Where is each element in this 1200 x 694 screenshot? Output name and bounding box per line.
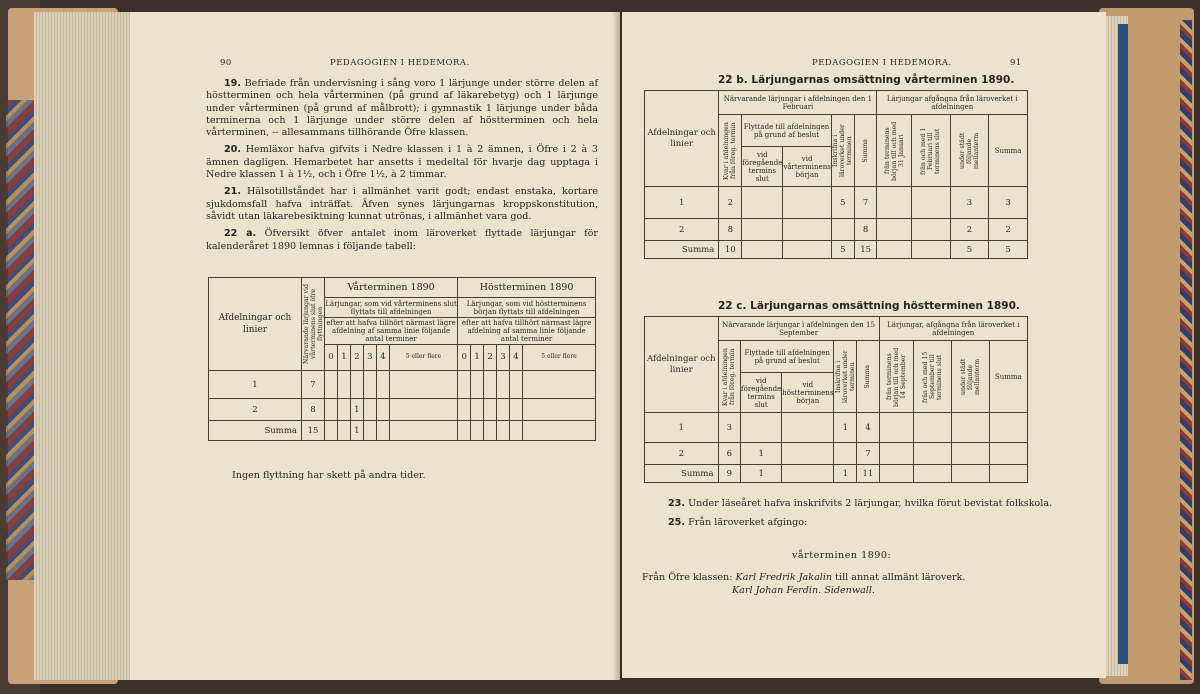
count-header: 1	[471, 344, 484, 370]
table-row: 2 8 1	[209, 399, 596, 421]
ht-subheader: Lärjungar, som vid höstterminens början flyttats till afdelningen	[458, 298, 596, 318]
count-header: 0	[325, 344, 338, 370]
count-header: 3	[497, 344, 510, 370]
page-number: 91	[1010, 58, 1022, 68]
count-header: 5 eller flere	[522, 344, 595, 370]
table-22a	[208, 277, 596, 441]
table-22c: Afdelningar och linier Närvarande lärjungar i afdelningen den 15 September Lärjungar, afgångna från läroverket i afdelningen Kvar i afdelningen från föreg. termin Flyttade till afdelningen på grund af beslut Inskrifna i läroverket under terminen Summa från terminens början till och med 14 September från och med 15 September till terminens slut under stådt följande mellanterm Summa vid föregående termins slut vid höstterminens början 1 3 1 4 2 6 1 7 Summa 9 1 1 11	[644, 316, 1028, 483]
table-row-summa: Summa 15 1	[209, 421, 596, 441]
paragraph-21: 21. Hälsotillståndet har i allmänhet varit godt; endast enstaka, kortare sjukdomsfall hafva inträffat. Äfven synes lärjungarnas kroppskonstitution, såvidt utan läkarebesiktning kunnat utrönas, i allmänhet vara god.	[206, 186, 598, 222]
right-page	[622, 12, 1106, 678]
page-number: 90	[220, 58, 232, 68]
table-22b: Afdelningar och linier Närvarande lärjungar i afdelningen den 1 Februari Lärjungar afgångna från läroverket i afdelningen Kvar i afdelningen från föreg. termin Flyttade till afdelningen på grund af beslut Inskrifna i läroverket under terminen Summa från terminens början till och med 31 Januari från och med 1 Februari till terminens slut under stådt följande mellanterm Summa vid föregående termins slut vid vårterminens början 1 2 5 7 3 3 2 8 8 2 2 Summa 10 5 15 5 5	[644, 90, 1028, 259]
count-header: 5 eller flere	[389, 344, 457, 370]
running-head: PEDAGOGIEN I HEDEMORA.	[812, 58, 952, 68]
left-text-block	[206, 78, 598, 253]
vt-header: Vårterminen 1890	[325, 278, 458, 298]
col-afdelningar: Afdelningar och linier	[209, 278, 302, 371]
running-head: PEDAGOGIEN I HEDEMORA.	[330, 58, 470, 68]
table-row: 2 6 1 7	[645, 443, 1028, 465]
col-narvarande: Närvarande lärjungar vid vårterminens slut öfre flyttningen	[302, 278, 325, 371]
count-header: 0	[458, 344, 471, 370]
count-header: 4	[376, 344, 389, 370]
count-header: 2	[484, 344, 497, 370]
vt-subheader: Lärjungar, som vid vårterminens slut flyttats till afdelningen	[325, 298, 458, 318]
table-row: 2 8 8 2 2	[645, 219, 1028, 241]
departed-line-1: Från Öfre klassen: Karl Fredrik Jakalin till annat allmänt läroverk.	[642, 572, 966, 583]
ht-after: efter att hafva tillhört närmast lägre afdelning af samma linie följande antal terminer	[458, 318, 596, 344]
paragraph-20: 20. Hemläxor hafva gifvits i Nedre klassen i 1 à 2 ämnen, i Öfre i 2 à 3 ämnen dagligen. Hemarbetet har ansetts i medeltal för hvarje dag upptaga i Nedre klassen 1 à 1½, och i Öfre 1½, à 2 timmar.	[206, 144, 598, 181]
vt-after: efter att hafva tillhört närmast lägre afdelning af samma linie följande antal terminer	[326, 319, 456, 344]
count-header: 2	[350, 344, 363, 370]
page-edges-left	[34, 12, 134, 680]
paragraph-25: 25. Från läroverket afgingo:	[668, 517, 808, 528]
table-row-summa: Summa 9 1 1 11	[645, 465, 1028, 483]
paragraph-19: 19. Befriade från undervisning i sång voro 1 lärjunge under större delen af höstterminen och hela vårterminen (på grund af läkarebetyg) och 1 lärjunge under vårterminen (på grund af målbrott); i gymnastik 1 lärjunge under båda terminerna och 1 lärjunge under större delen af höstterminen och hela vårterminen, -- allesammans tillhörande Öfre klassen.	[206, 78, 598, 139]
marbled-endpaper-left	[6, 100, 34, 580]
count-header: 4	[509, 344, 522, 370]
departed-line-2: Karl Johan Ferdin. Sidenwall.	[732, 585, 875, 596]
term-label: vårterminen 1890:	[792, 550, 892, 561]
table-row: 1 7	[209, 371, 596, 399]
note-text: Ingen flyttning har skett på andra tider.	[232, 470, 426, 481]
ht-header: Höstterminen 1890	[458, 278, 596, 298]
paragraph-22a: 22 a. Öfversikt öfver antalet inom läroverket flyttade lärjungar för kalenderåret 1890 lemnas i följande tabell:	[206, 228, 598, 252]
left-page	[130, 12, 620, 680]
count-header: 1	[337, 344, 350, 370]
table-row: 1 2 5 7 3 3	[645, 187, 1028, 219]
marbled-endpaper-right	[1180, 20, 1192, 680]
blue-endpaper	[1118, 24, 1128, 664]
paragraph-23: 23. Under läseåret hafva inskrifvits 2 lärjungar, hvilka förut bevistat folkskola.	[668, 498, 1053, 509]
table-row-summa: Summa 10 5 15 5 5	[645, 241, 1028, 259]
table-22c-title: 22 c. Lärjungarnas omsättning höstterminen 1890.	[718, 300, 1020, 312]
table-22b-title: 22 b. Lärjungarnas omsättning vårterminen 1890.	[718, 74, 1015, 86]
table-row: 1 3 1 4	[645, 413, 1028, 443]
count-header: 3	[363, 344, 376, 370]
